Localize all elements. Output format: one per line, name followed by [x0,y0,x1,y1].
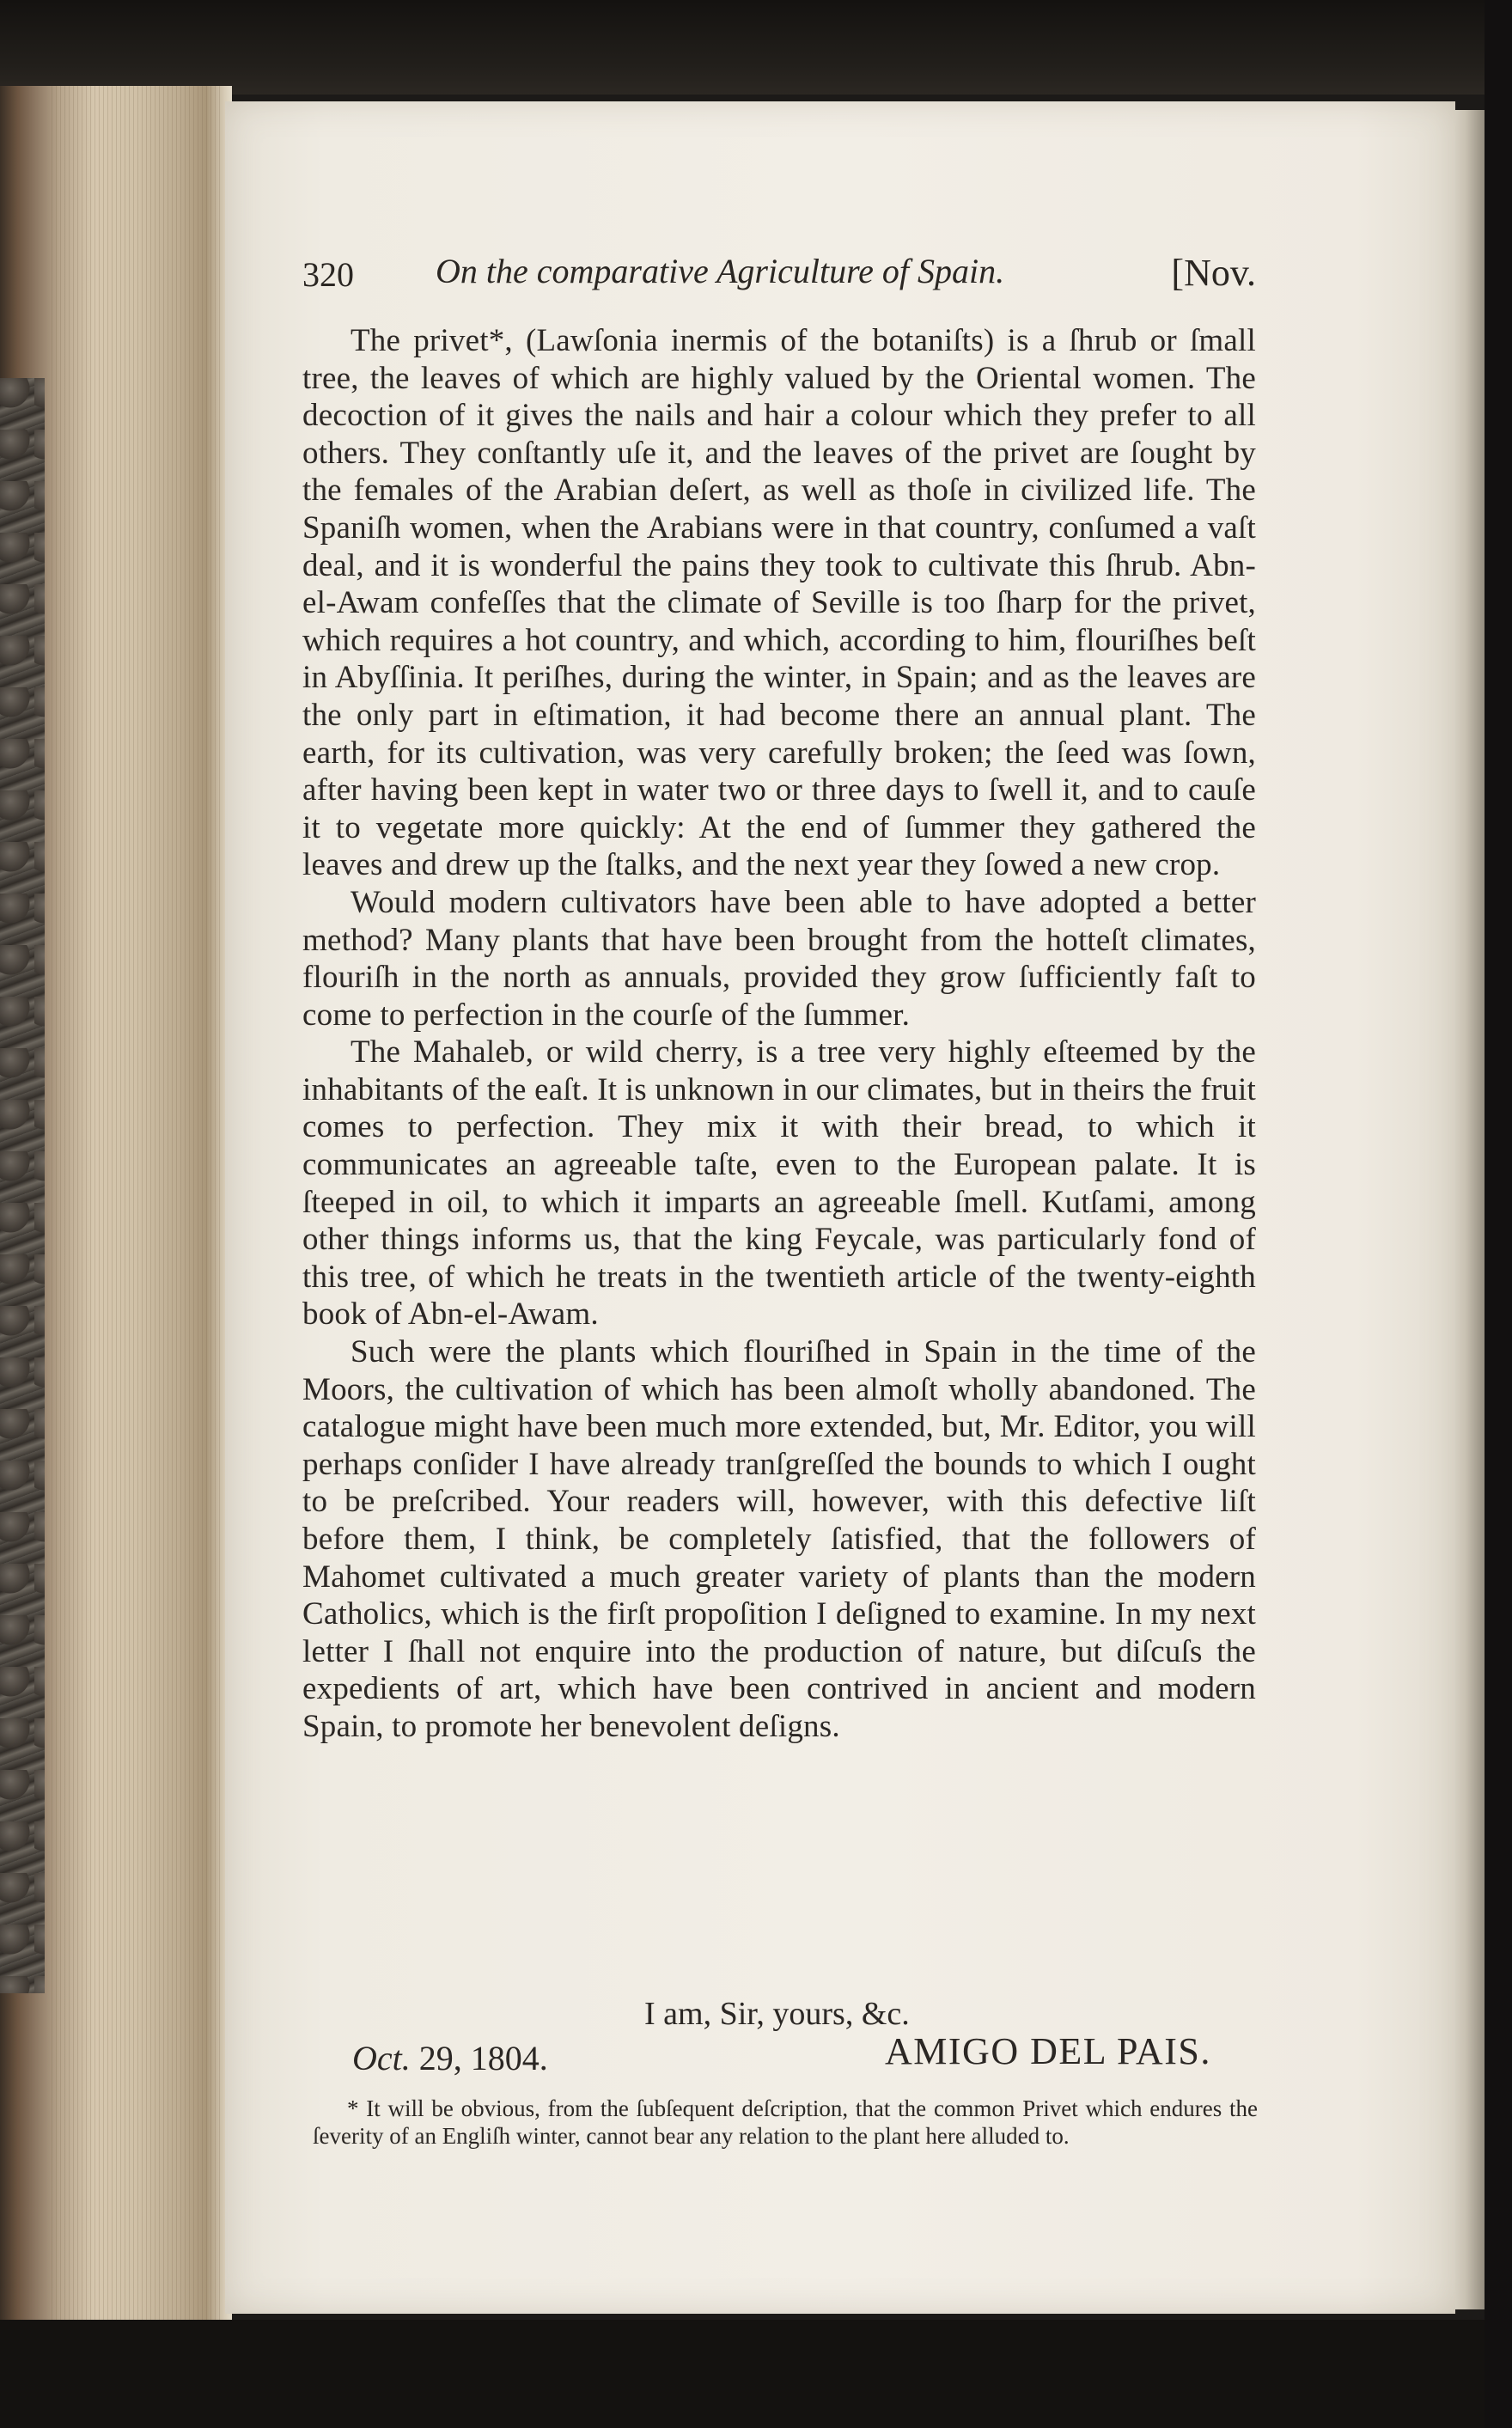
page-header [302,249,1256,301]
paragraph-mahaleb: The Mahaleb, or wild cherry, is a tree very highly eſteemed by the inhabitants of the eaſt. It is unknown in our climates, but in theirs the fruit comes to perfection. They mix it with their bread, to which it communicates an agreeable taſte, even to the European palate. It is ſteeped in oil, to which it imparts an agreeable ſmell. Kutſami, among other things informs us, that the king Feycale, was particularly fond of this tree, of which he treats in the twentieth article of the twenty-eighth book of Abn-el-Awam. [302,1034,1256,1333]
bottom-shadow [0,2320,1512,2428]
paragraph-conclusion: Such were the plants which flouriſhed in Spain in the time of the Moors, the cultivation of which has been almoſt wholly abandoned. The catalogue might have been much more extended, but, Mr. Editor, you will perhaps conſider I have already tranſgreſſed the bounds to which I ought to be preſcribed. Your readers will, however, with this defective liſt before them, I think, be completely ſatisfied, that the followers of Mahomet cultivated a much greater variety of plants than the modern Catholics, which is the firſt propoſition I deſigned to examine. In my next letter I ſhall not enquire into the production of nature, but diſcuſs the expedients of art, which have been contrived in ancient and modern Spain, to promote her benevolent deſigns. [302,1334,1256,1744]
top-shadow [0,0,1512,95]
footnote: * It will be obvious, from the ſubſequent deſcription, that the common Privet which endures the ſeverity of an Engliſh winter, cannot bear any relation to the plant here alluded to. [313,2096,1258,2149]
signature: AMIGO DEL PAIS. [885,2030,1211,2072]
paragraph-modern-cultivators: Would modern cultivators have been able to have adopted a better method? Many plants that have been brought from the hotteſt climates, flouriſh in the north as annuals, provided they grow ſufficiently faſt to come to perfection in the courſe of the ſummer. [302,884,1256,1033]
running-month: [Nov. [1171,252,1256,294]
page-edge-lines [52,86,223,2328]
letter-date [352,2038,548,2078]
marbled-cover [0,378,45,1993]
running-title: On the comparative Agriculture of Spain. [436,252,1005,290]
date-day-year: 29, 1804. [418,2039,548,2077]
right-page-edge [1452,110,1486,2309]
article-body [302,322,1256,1746]
date-month: Oct. [352,2039,411,2077]
right-background [1485,0,1512,2428]
page-number: 320 [302,255,354,294]
closing-salutation: I am, Sir, yours, &c. [644,1996,910,2032]
paragraph-privet: The privet*, (Lawſonia inermis of the botaniſts) is a ſhrub or ſmall tree, the leaves of which are highly valued by the Oriental women. The decoction of it gives the nails and hair a colour which they prefer to all others. They conſtantly uſe it, and the leaves of the privet are ſought by the females of the Arabian deſert, as well as thoſe in civilized life. The Spaniſh women, when the Arabians were in that country, conſumed a vaſt deal, and it is wonderful the pains they took to cultivate this ſhrub. Abn-el-Awam confeſſes that the climate of Seville is too ſharp for the privet, which requires a hot country, and which, according to him, flouriſhes beſt in Abyſſinia. It periſhes, during the winter, in Spain; and as the leaves are the only part in eſtimation, it had become there an annual plant. The earth, for its cultivation, was very carefully broken; the ſeed was ſown, after having been kept in water two or three days to ſwell it, and to cauſe it to vegetate more quickly: At the end of ſummer they gathered the leaves and drew up the ſtalks, and the next year they ſowed a new crop. [302,323,1256,883]
